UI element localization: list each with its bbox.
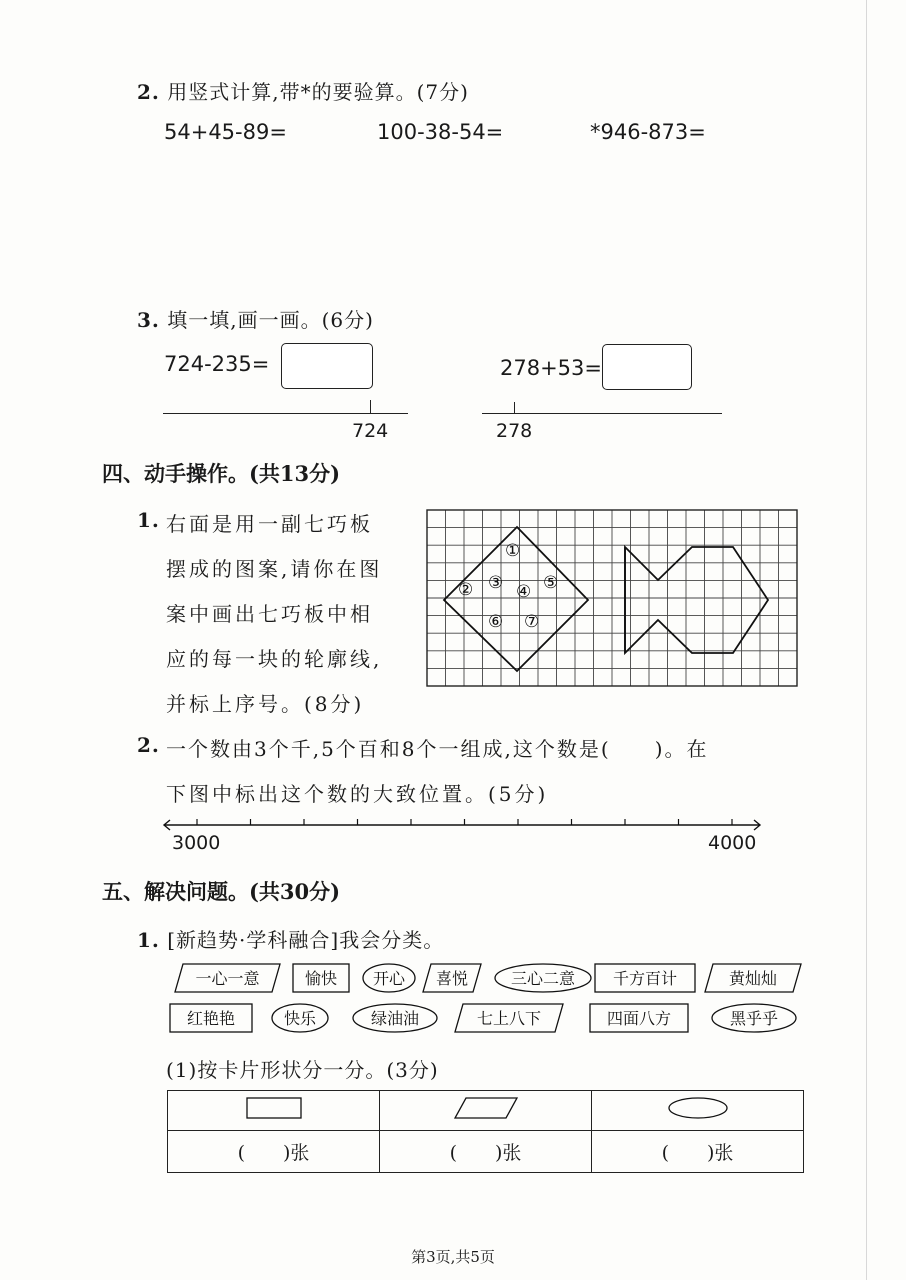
q3-right-number-line (482, 413, 722, 414)
card-label: 愉快 (304, 969, 338, 988)
circle-label-6: ⑥ (488, 612, 504, 632)
sec4-q2-number: 2. (137, 733, 160, 757)
q2-title (137, 76, 469, 105)
q2-text: 用竖式计算,带*的要验算。(7分) (167, 80, 469, 104)
tangram-grid-figure (420, 505, 805, 690)
circle-label-7: ⑦ (524, 612, 540, 632)
section-4-title: 四、动手操作。(共13分) (102, 461, 341, 486)
axis-end-label: 4000 (708, 832, 757, 854)
sec4-q1-line-2: 摆成的图案,请你在图 (166, 557, 383, 581)
circle-label-2: ② (458, 580, 474, 600)
sec4-q1-line-3: 案中画出七巧板中相 (166, 602, 373, 626)
sec4-q1-line-1: 右面是用一副七巧板 (166, 512, 373, 536)
section-5-title: 五、解决问题。(共30分) (102, 879, 341, 904)
q2-expr-3: *946-873= (590, 120, 706, 144)
card-label: 喜悦 (435, 969, 469, 988)
answer-cell-rectangle[interactable]: ( )张 (168, 1131, 380, 1173)
circle-label-1: ① (505, 541, 521, 561)
page-edge (866, 0, 867, 1280)
q3-title (137, 304, 374, 333)
sec5-sub1: (1)按卡片形状分一分。(3分) (166, 1058, 439, 1082)
sec4-q1-line-4: 应的每一块的轮廓线, (166, 647, 383, 671)
card-label: 快乐 (283, 1009, 317, 1028)
parallelogram-icon (454, 1097, 518, 1119)
answer-cell-parallelogram[interactable]: ( )张 (380, 1131, 592, 1173)
q3-number: 3. (137, 308, 160, 332)
answer-cell-ellipse[interactable]: ( )张 (592, 1131, 804, 1173)
word-cards (165, 960, 815, 1040)
q3-left-expr: 724-235= (164, 352, 270, 376)
grid-lines (427, 510, 797, 686)
q2-number: 2. (137, 80, 160, 104)
shape-cell-rectangle (168, 1091, 380, 1131)
sec4-q1-number: 1. (137, 508, 160, 532)
card-label: 绿油油 (370, 1009, 420, 1028)
shape-cell-parallelogram (380, 1091, 592, 1131)
classification-table (167, 1090, 804, 1173)
q3-right-label: 278 (496, 420, 533, 442)
circle-label-4: ④ (516, 582, 532, 602)
sec5-q1-title (137, 924, 444, 953)
card-label: 三心二意 (510, 969, 576, 988)
sec4-q1-line-5: 并标上序号。(8分) (166, 692, 365, 716)
card-label: 千方百计 (612, 969, 678, 988)
sec4-q2-line-1: 一个数由3个千,5个百和8个一组成,这个数是( )。在 (166, 737, 709, 761)
q3-left-answer-box[interactable] (281, 343, 373, 389)
circle-label-3: ③ (488, 573, 504, 593)
q3-text: 填一填,画一画。(6分) (167, 308, 374, 332)
q2-expr-2: 100-38-54= (377, 120, 504, 144)
number-line-3000-4000 (160, 815, 770, 835)
card-label: 黄灿灿 (728, 969, 778, 988)
table-answer-row (168, 1131, 804, 1173)
page-footer: 第3页,共5页 (411, 1248, 495, 1266)
card-label: 七上八下 (476, 1009, 542, 1028)
q3-left-label: 724 (352, 420, 389, 442)
ellipse-icon (667, 1096, 729, 1120)
shape-cell-ellipse (592, 1091, 804, 1131)
q3-right-tick (514, 402, 515, 413)
q3-right-expr: 278+53= (500, 356, 602, 380)
q3-right-answer-box[interactable] (602, 344, 692, 390)
axis-ticks (197, 819, 732, 825)
sec5-q1-number: 1. (137, 928, 160, 952)
card-label: 一心一意 (195, 969, 260, 988)
card-label: 红艳艳 (186, 1009, 236, 1028)
table-shape-row (168, 1091, 804, 1131)
card-label: 黑乎乎 (729, 1009, 779, 1028)
sec4-q2-line-2: 下图中标出这个数的大致位置。(5分) (166, 782, 549, 806)
q3-left-tick (370, 400, 371, 413)
sec5-q1-text: [新趋势·学科融合]我会分类。 (167, 928, 445, 952)
card-label: 四面八方 (606, 1009, 672, 1028)
rectangle-icon (246, 1097, 302, 1119)
axis-start-label: 3000 (172, 832, 221, 854)
circle-label-5: ⑤ (543, 573, 559, 593)
card-label: 开心 (372, 969, 406, 988)
q3-left-number-line (163, 413, 408, 414)
q2-expr-1: 54+45-89= (164, 120, 287, 144)
